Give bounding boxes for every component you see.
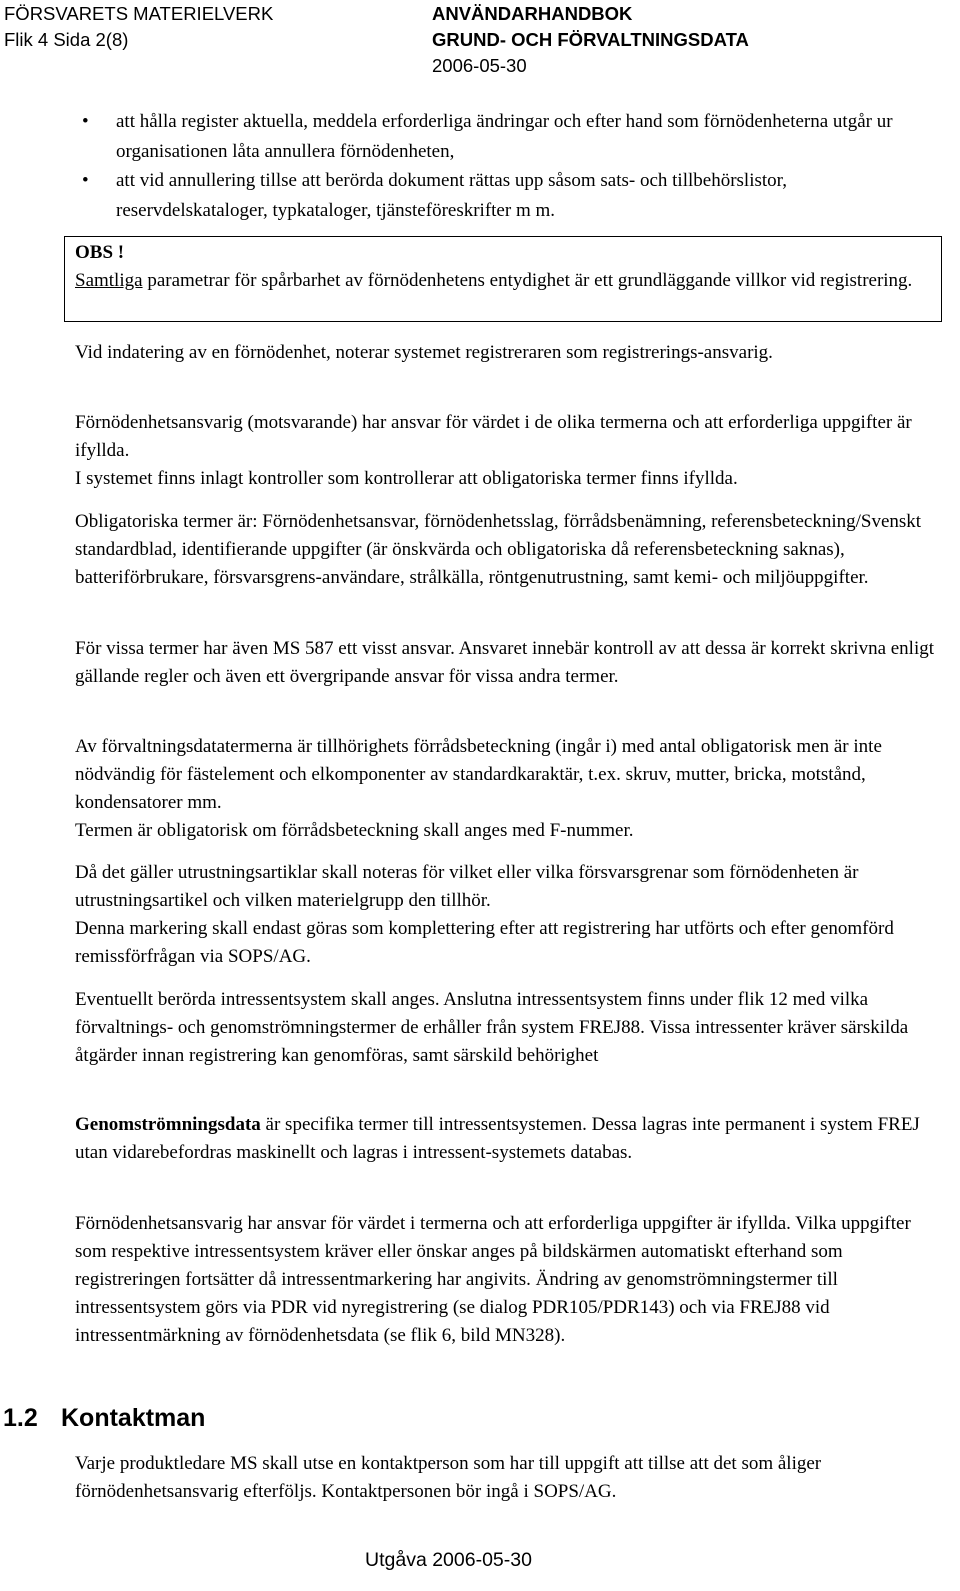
- paragraph-administration-terms: [75, 733, 947, 845]
- paragraph-ms587: [75, 635, 947, 691]
- footer-edition: Utgåva 2006-05-30: [365, 1549, 532, 1571]
- section-title: Kontaktman: [61, 1404, 206, 1432]
- obs-title: OBS !: [75, 242, 125, 263]
- bullet-list: [82, 107, 942, 225]
- paragraph-text: Obligatoriska termer är: Förnödenhetsansvar, förnödenhetsslag, förrådsbenämning, referensbeteckning/Svenskt standardblad, identifierande uppgifter (är önskvärda och obligatoriska då referensbeteckning saknas), batteriförbrukare, försvarsgrens-användare, strålkälla, röntgenutrustning, samt kemi- och miljöuppgifter.: [75, 511, 922, 588]
- header-org: FÖRSVARETS MATERIELVERK: [4, 3, 274, 24]
- list-item: • att hålla register aktuella, meddela erforderliga ändringar och efter hand som förnödenheterna utgår ur organisationen låta annullera förnödenheten,: [82, 107, 942, 166]
- section-number: 1.2: [3, 1404, 38, 1432]
- header-doc-title: ANVÄNDARHANDBOK: [432, 3, 633, 24]
- paragraph-item-responsible: [75, 1210, 947, 1350]
- paragraph-text: Förnödenhetsansvarig har ansvar för värdet i termerna och att erforderliga uppgifter är ifyllda. Vilka uppgifter som respektive intressentsystem kräver eller önskar anges på bildskärmen automatiskt efterhand som registreringen fortsätter då intressentmarkering har angivits. Ändring av genomströmningstermer till intressentsystem görs via PDR vid nyregistrering (se dialog PDR105/PDR143) och via FREJ88 vid intressentmärkning av förnödenhetsdata (se flik 6, bild MN328).: [75, 1213, 911, 1346]
- paragraph-text: Eventuellt berörda intressentsystem skall anges. Anslutna intressentsystem finns under flik 12 med vilka förvaltnings- och genomströmningstermer de erhåller från system FREJ88. Vissa intressenter kräver särskilda åtgärder innan registrering kan genomföras, samt särskild behörighet: [75, 989, 909, 1066]
- paragraph-text: Förnödenhetsansvarig (motsvarande) har ansvar för värdet i de olika termerna och att erforderliga uppgifter är ifyllda.: [75, 412, 912, 461]
- paragraph-text: Då det gäller utrustningsartiklar skall noteras för vilket eller vilka försvarsgrenar som förnödenheten är utrustningsartikel och vilken materielgrupp den tillhör.: [75, 862, 859, 911]
- paragraph-text: Denna markering skall endast göras som komplettering efter att registrering har utförts och efter genomförd remissförfrågan via SOPS/AG.: [75, 918, 894, 967]
- paragraph-stakeholder-systems: [75, 986, 947, 1070]
- paragraph-contact-person: [75, 1450, 947, 1506]
- obs-rest: parametrar för spårbarhet av förnödenhetens entydighet är ett grundläggande villkor vid registrering.: [142, 270, 913, 291]
- paragraph-text: [75, 1111, 947, 1167]
- header-date: 2006-05-30: [432, 55, 527, 76]
- section-heading: [3, 1404, 205, 1433]
- obs-underlined-word: Samtliga: [75, 270, 143, 291]
- paragraph-text: Termen är obligatorisk om förrådsbeteckning skall anges med F-nummer.: [75, 820, 634, 841]
- paragraph-mandatory-terms: [75, 508, 947, 592]
- obs-note-box: [64, 236, 942, 322]
- paragraph-text: Vid indatering av en förnödenhet, noterar systemet registreraren som registrerings-ansvarig.: [75, 342, 773, 363]
- paragraph-text: Av förvaltningsdatatermerna är tillhörighets förrådsbeteckning (ingår i) med antal obligatorisk men är inte nödvändig för fästelement och elkomponenter av standardkaraktär, t.ex. skruv, mutter, bricka, motstånd, kondensatorer mm.: [75, 736, 882, 813]
- paragraph-text: Varje produktledare MS skall utse en kontaktperson som har till uppgift att tillse att det som åliger förnödenhetsansvarig efterföljs. Kontaktpersonen bör ingå i SOPS/AG.: [75, 1453, 822, 1502]
- paragraph-throughput-data: [75, 1111, 947, 1167]
- paragraph-text: I systemet finns inlagt kontroller som kontrollerar att obligatoriska termer finns ifyllda.: [75, 468, 738, 489]
- term-bold: Genomströmningsdata: [75, 1114, 261, 1135]
- obs-text: [75, 267, 941, 295]
- paragraph-rest: är specifika termer till intressentsystemen. Dessa lagras inte permanent i system FREJ utan vidarebefordras maskinellt och lagras i intressent-systemets databas.: [75, 1114, 920, 1163]
- header-doc-subtitle: GRUND- OCH FÖRVALTNINGSDATA: [432, 29, 749, 50]
- header-page-ref: Flik 4 Sida 2(8): [4, 29, 129, 50]
- paragraph-equipment: [75, 859, 947, 971]
- paragraph-text: För vissa termer har även MS 587 ett visst ansvar. Ansvaret innebär kontroll av att dessa är korrekt skrivna enligt gällande regler och även ett övergripande ansvar för vissa andra termer.: [75, 638, 935, 687]
- paragraph-responsibility: [75, 409, 947, 493]
- paragraph-registrar: [75, 339, 947, 367]
- list-item: • att vid annullering tillse att berörda dokument rättas upp såsom sats- och tillbehörslistor, reservdelskataloger, typkataloger, tjänsteföreskrifter m m.: [82, 166, 942, 225]
